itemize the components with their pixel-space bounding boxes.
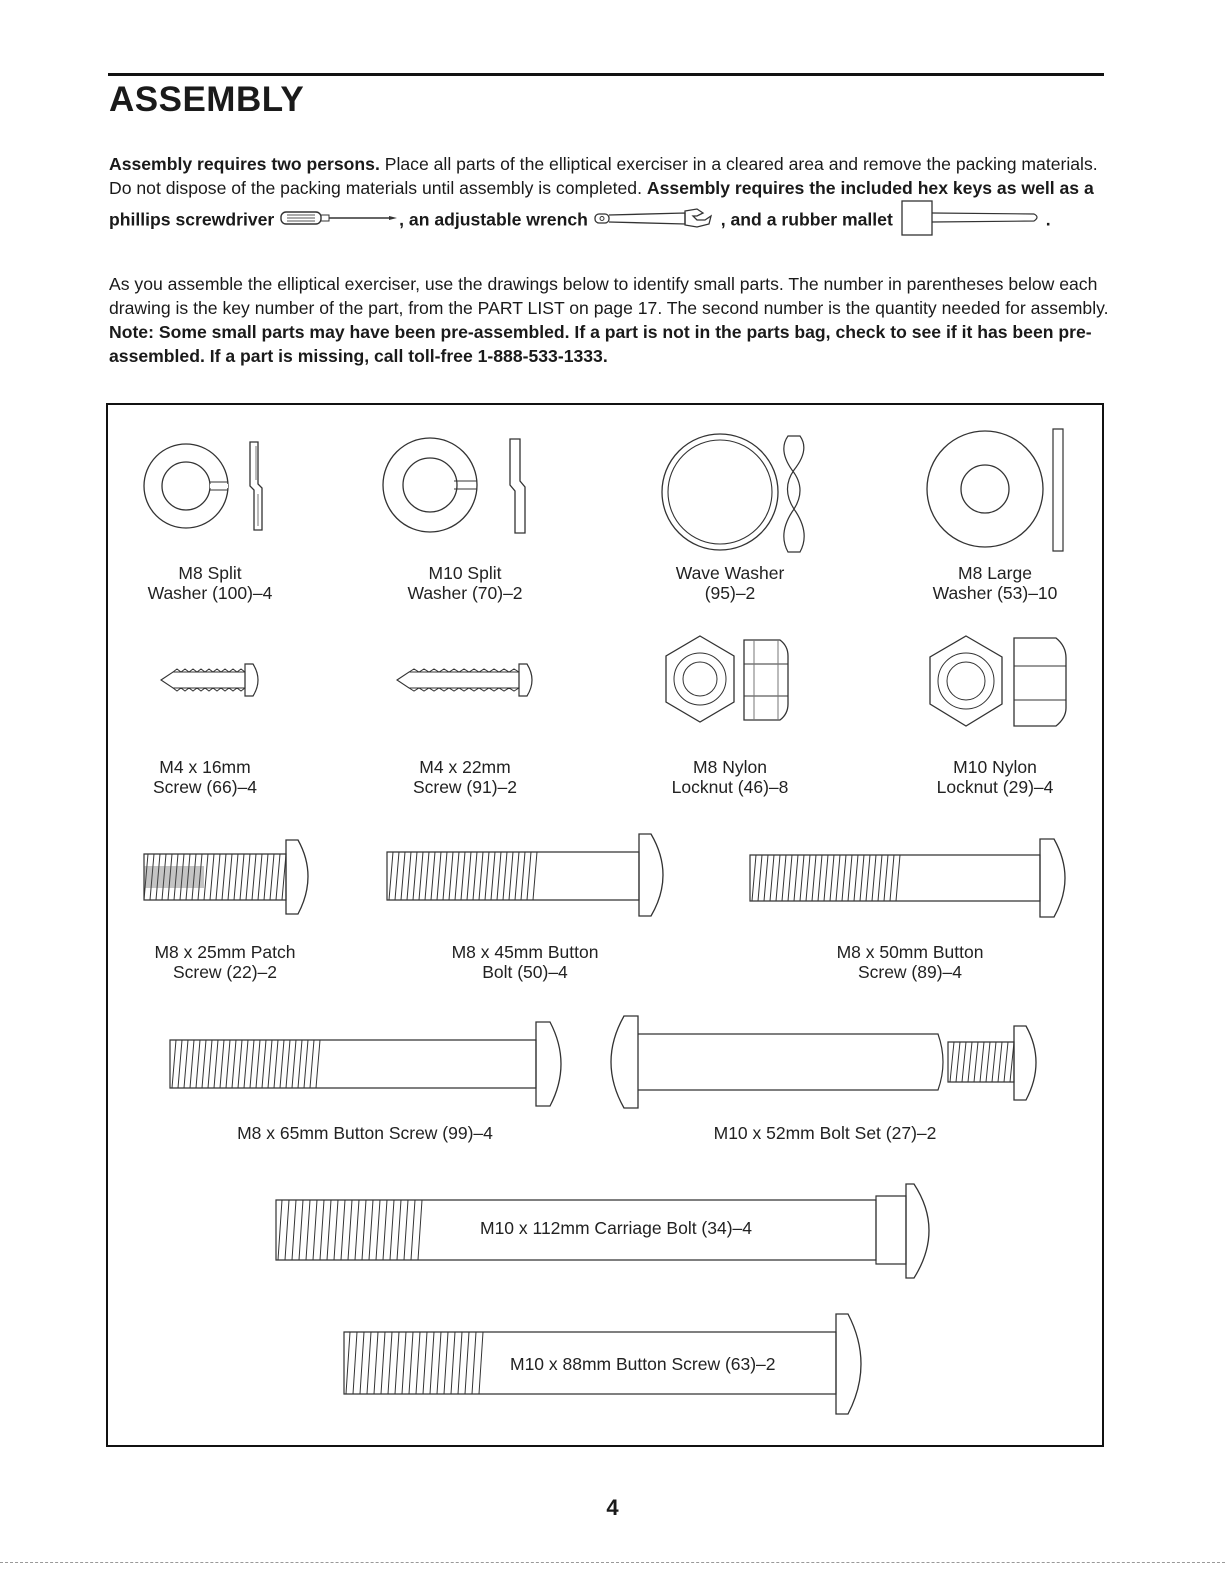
m8-split-washer-label: M8 Split Washer (100)–4 (147, 563, 273, 603)
m10-nylon-locknut-label: M10 Nylon Locknut (29)–4 (936, 757, 1054, 797)
m8x65-button-screw-label: M8 x 65mm Button Screw (99)–4 (237, 1123, 493, 1143)
intro-bold-4: , and a rubber mallet (720, 209, 893, 230)
intro-end: . (1045, 209, 1051, 230)
intro-paragraph-2 (109, 272, 1109, 368)
intro-bold-3: , an adjustable wrench (399, 209, 588, 230)
m10x52-bolt-set-label: M10 x 52mm Bolt Set (27)–2 (713, 1123, 937, 1143)
m8x25-patch-screw-label: M8 x 25mm Patch Screw (22)–2 (154, 942, 296, 982)
m10x88-button-screw-label: M10 x 88mm Button Screw (63)–2 (510, 1354, 776, 1374)
intro-note: Note: Some small parts may have been pre-assembled. If a part is not in the parts bag, check to see if it has been pre-assembled. If a part is missing, call toll-free 1-888-533-1333. (109, 322, 1092, 366)
page-title: ASSEMBLY (109, 80, 305, 119)
intro-bold-1: Assembly requires two persons. (109, 154, 380, 174)
m10-split-washer-icon (380, 435, 540, 539)
m4x16-screw-label: M4 x 16mm Screw (66)–4 (152, 757, 258, 797)
screwdriver-icon (279, 209, 399, 233)
m10-nylon-locknut-icon (922, 632, 1072, 732)
m8x50-button-screw-label: M8 x 50mm Button Screw (89)–4 (836, 942, 984, 982)
m8-large-washer-label: M8 Large Washer (53)–10 (932, 563, 1058, 603)
rubber-mallet-icon (898, 200, 1046, 242)
parts-identification-box (106, 403, 1104, 1447)
m4x16-screw-icon (157, 660, 267, 700)
page-number: 4 (606, 1495, 619, 1520)
m8-split-washer-icon (140, 438, 280, 538)
intro-paragraph-1 (109, 152, 1109, 242)
m8x45-button-bolt-icon (383, 830, 683, 920)
m8x25-patch-screw-icon (140, 836, 320, 920)
m8x65-button-screw-icon (166, 1018, 566, 1110)
m8x45-button-bolt-label: M8 x 45mm Button Bolt (50)–4 (451, 942, 599, 982)
intro-text-1: Place all parts of the elliptical exerciser in a cleared area and remove the packing materials. Do not dispose of the packing materials until assembly is completed. (109, 154, 1098, 198)
m8x50-button-screw-icon (746, 835, 1078, 921)
m4x22-screw-icon (393, 660, 543, 700)
intro-bold-2: Assembly requires the included hex keys as well as a phillips screwdriver (109, 178, 1094, 230)
scan-edge-line (0, 1562, 1225, 1563)
m8-large-washer-icon (925, 425, 1075, 555)
m10x112-carriage-bolt-label: M10 x 112mm Carriage Bolt (34)–4 (480, 1218, 753, 1238)
intro-text-2: As you assemble the elliptical exerciser, use the drawings below to identify small parts. The number in parentheses below each drawing is the key number of the part, from the PART LIST on page 17. The second number is the quantity needed for assembly. (109, 274, 1109, 318)
m8-nylon-locknut-label: M8 Nylon Locknut (46)–8 (671, 757, 789, 797)
wave-washer-label: Wave Washer (95)–2 (675, 563, 785, 603)
title-rule (108, 73, 1104, 76)
m4x22-screw-label: M4 x 22mm Screw (91)–2 (412, 757, 518, 797)
wave-washer-icon (660, 430, 820, 558)
m10-split-washer-label: M10 Split Washer (70)–2 (407, 563, 523, 603)
m10x52-bolt-set-icon (602, 1012, 1052, 1114)
m8-nylon-locknut-icon (660, 632, 800, 728)
adjustable-wrench-icon (593, 207, 721, 235)
